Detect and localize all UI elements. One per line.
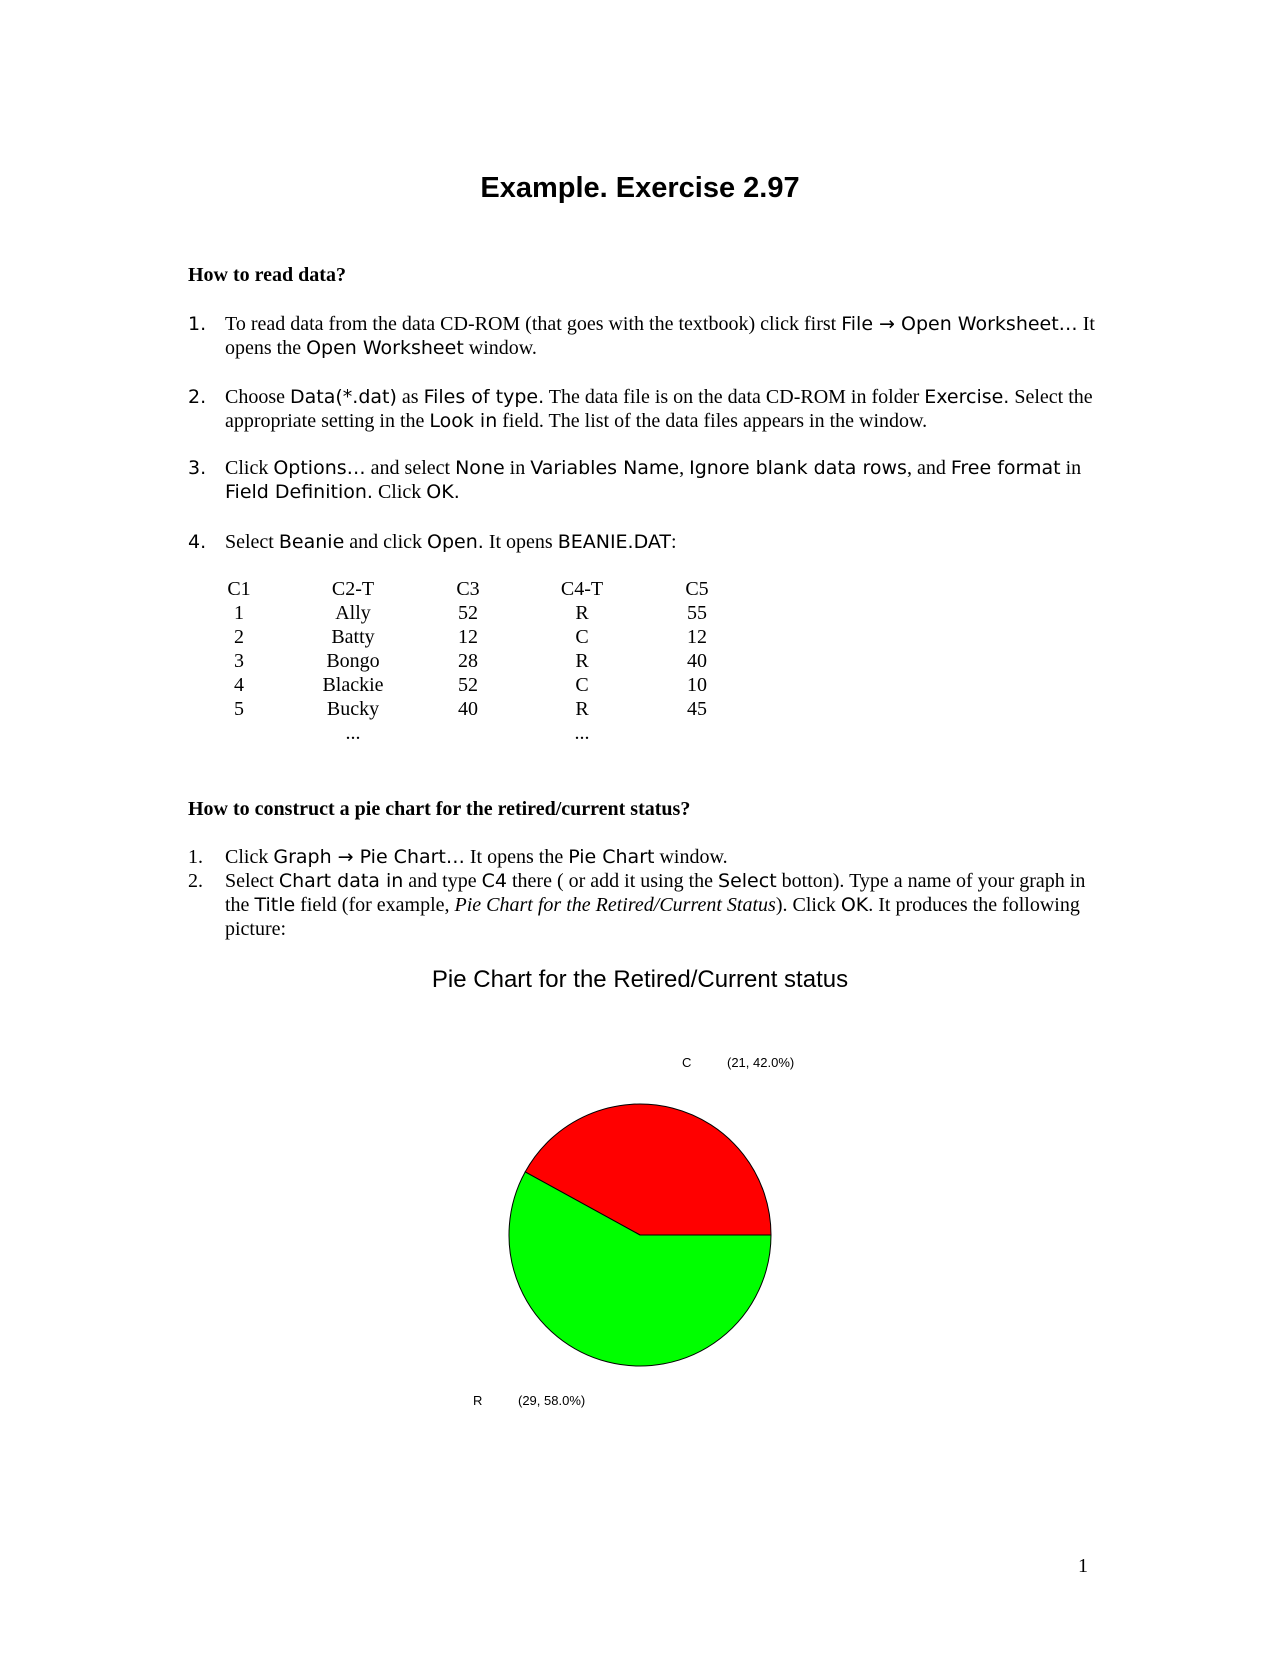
text-run: in — [504, 457, 531, 479]
column-header: C3 — [456, 578, 480, 600]
table-cell: 52 — [458, 602, 478, 624]
table-cell: Batty — [331, 626, 375, 648]
text-run: field (for example, — [295, 894, 455, 916]
ui-term: Ignore blank data rows — [689, 457, 907, 479]
slice-label-category: C — [682, 1055, 692, 1070]
text-run: It opens the — [225, 313, 1095, 359]
text-run: window. — [654, 846, 728, 868]
text-run: Click — [225, 846, 274, 868]
text-run: and type — [403, 870, 482, 892]
page-number: 1 — [1078, 1555, 1088, 1577]
column-header: C1 — [227, 578, 251, 600]
ui-term: Variables Name — [530, 457, 680, 479]
pie-slices — [509, 1104, 771, 1366]
table-cell: 3 — [234, 650, 244, 672]
step-number: 4. — [188, 531, 207, 553]
table-cell: Bucky — [326, 698, 380, 720]
ui-term: OK. — [426, 481, 460, 503]
table-cell: 40 — [687, 650, 707, 672]
table-cell: 12 — [687, 626, 707, 648]
text-run: It opens — [483, 531, 558, 553]
slice-label-category: R — [473, 1393, 483, 1408]
ui-term: Look in — [429, 410, 498, 432]
ui-term: Open Worksheet — [306, 337, 464, 359]
ui-term: Data(*.dat) — [290, 386, 397, 408]
ui-term: File — [841, 313, 874, 335]
text-run: . It produces the following picture: — [225, 894, 1080, 940]
step-number: 3. — [188, 457, 207, 479]
page-title: Example. Exercise 2.97 — [480, 172, 800, 204]
table-cell: 12 — [458, 626, 478, 648]
italic-text: Pie Chart for the Retired/Current Status — [454, 894, 776, 916]
ui-term: C4 — [481, 870, 507, 892]
table-cell: ... — [574, 722, 590, 744]
text-run: ). Click — [775, 894, 841, 916]
slice-label-value: (21, 42.0%) — [727, 1055, 795, 1070]
table-cell: 2 — [234, 626, 244, 648]
text-run: , and — [906, 457, 951, 479]
table-cell: Ally — [335, 602, 371, 624]
text-run: in — [1060, 457, 1082, 479]
ui-term: Select — [718, 870, 777, 892]
step-number: 2. — [188, 386, 207, 408]
text-run: window. — [463, 337, 537, 359]
ui-term: OK — [840, 894, 869, 916]
ui-term: Open. — [427, 531, 484, 553]
column-header: C2-T — [331, 578, 375, 600]
table-cell: R — [575, 698, 589, 720]
text-run: Choose — [225, 386, 290, 408]
text-run: botton). Type a name of your graph in the — [225, 870, 1086, 916]
table-cell: C — [575, 626, 589, 648]
table-cell: 10 — [687, 674, 707, 696]
table-cell: ... — [345, 722, 361, 744]
table-cell: 52 — [458, 674, 478, 696]
table-cell: 4 — [234, 674, 244, 696]
ui-term: Title — [254, 894, 296, 916]
ui-term: Chart data in — [278, 870, 404, 892]
ui-term: Free format — [950, 457, 1061, 479]
table-cell: 1 — [234, 602, 244, 624]
column-header: C4-T — [560, 578, 604, 600]
ui-term: None — [455, 457, 505, 479]
step-number: 1. — [188, 846, 203, 868]
text-run: , — [679, 457, 690, 479]
text-run: Click — [372, 481, 427, 503]
ui-term: Field Definition. — [225, 481, 373, 503]
text-run: Click — [225, 457, 274, 479]
text-run: as — [396, 386, 424, 408]
chart-title: Pie Chart for the Retired/Current status — [431, 966, 849, 993]
ui-term: Options… — [273, 457, 366, 479]
table-cell: R — [575, 650, 589, 672]
text-run: Select — [225, 870, 279, 892]
ui-term: Graph → Pie Chart… — [273, 846, 465, 868]
text-run: Select the appropriate setting in the — [225, 386, 1093, 432]
text-run: there ( or add it using the — [506, 870, 719, 892]
text-run: To read data from the data CD-ROM (that goes with the textbook) click first — [225, 313, 842, 335]
section-heading-read-data: How to read data? — [188, 264, 346, 286]
table-cell: 28 — [458, 650, 478, 672]
step-number: 2. — [188, 870, 203, 892]
text-run: It opens the — [464, 846, 569, 868]
table-cell: Bongo — [326, 650, 380, 672]
table-cell: 55 — [687, 602, 707, 624]
slice-label-value: (29, 58.0%) — [518, 1393, 586, 1408]
section-heading-pie-chart: How to construct a pie chart for the retired/current status? — [188, 798, 691, 820]
text-run: and click — [344, 531, 428, 553]
table-cell: R — [575, 602, 589, 624]
text-run: Select — [225, 531, 279, 553]
text-run: field. The list of the data files appears in the window. — [497, 410, 928, 432]
text-run: The data file is on the data CD-ROM in folder — [544, 386, 925, 408]
ui-term: BEANIE.DAT — [557, 531, 672, 553]
text-run: and select — [365, 457, 456, 479]
table-cell: Blackie — [322, 674, 384, 696]
table-cell: C — [575, 674, 589, 696]
ui-term: Exercise. — [924, 386, 1010, 408]
text-run: : — [671, 531, 677, 553]
ui-term: Pie Chart — [568, 846, 655, 868]
ui-term: → Open Worksheet… — [873, 313, 1078, 335]
table-cell: 40 — [458, 698, 478, 720]
ui-term: Beanie — [278, 531, 345, 553]
table-cell: 5 — [234, 698, 244, 720]
column-header: C5 — [685, 578, 709, 600]
step-number: 1. — [188, 313, 207, 335]
ui-term: Files of type. — [423, 386, 545, 408]
table-cell: 45 — [687, 698, 707, 720]
